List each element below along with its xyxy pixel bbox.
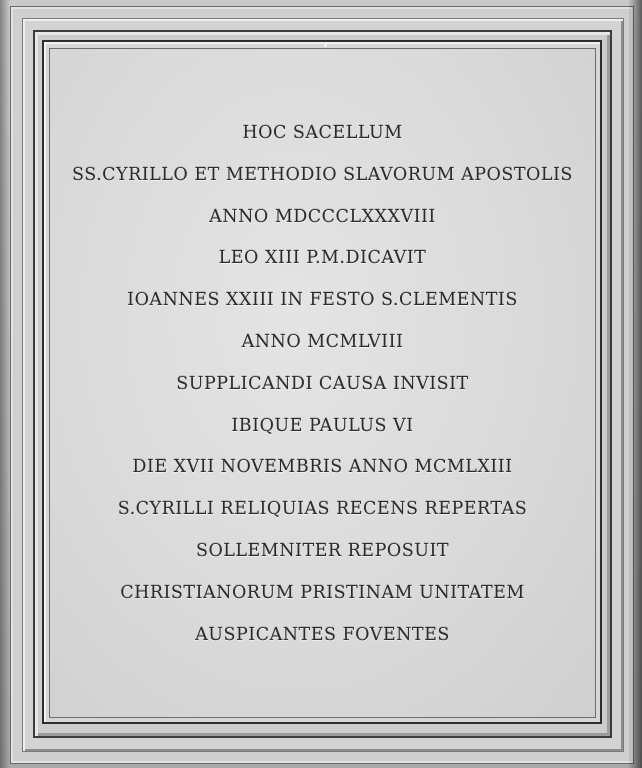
- stone-speck: [324, 44, 327, 47]
- inscription-line: S.CYRILLI RELIQUIAS RECENS REPERTAS: [117, 499, 528, 520]
- inscription-line: SS.CYRILLO ET METHODIO SLAVORUM APOSTOLIS: [72, 164, 573, 185]
- inscription-line: LEO XIII P.M.DICAVIT: [218, 248, 427, 269]
- inscription-line: DIE XVII NOVEMBRIS ANNO MCMLXIII: [132, 457, 513, 478]
- inscription-line: AUSPICANTES FOVENTES: [195, 624, 450, 645]
- inscription-line: IOANNES XXIII IN FESTO S.CLEMENTIS: [127, 290, 518, 311]
- inscription-line: ANNO MCMLVIII: [241, 331, 404, 352]
- inscription-line: IBIQUE PAULUS VI: [231, 415, 414, 436]
- inscription-line: HOC SACELLUM: [242, 123, 403, 143]
- inscription-line: SOLLEMNITER REPOSUIT: [195, 540, 450, 561]
- latin-inscription: [49, 118, 596, 661]
- inscription-line: CHRISTIANORUM PRISTINAM UNITATEM: [120, 582, 525, 603]
- inscription-line: SUPPLICANDI CAUSA INVISIT: [176, 373, 469, 394]
- left-edge-shadow: [0, 0, 10, 768]
- right-edge-shadow: [628, 0, 642, 768]
- inscription-line: ANNO MDCCCLXXXVIII: [209, 206, 436, 227]
